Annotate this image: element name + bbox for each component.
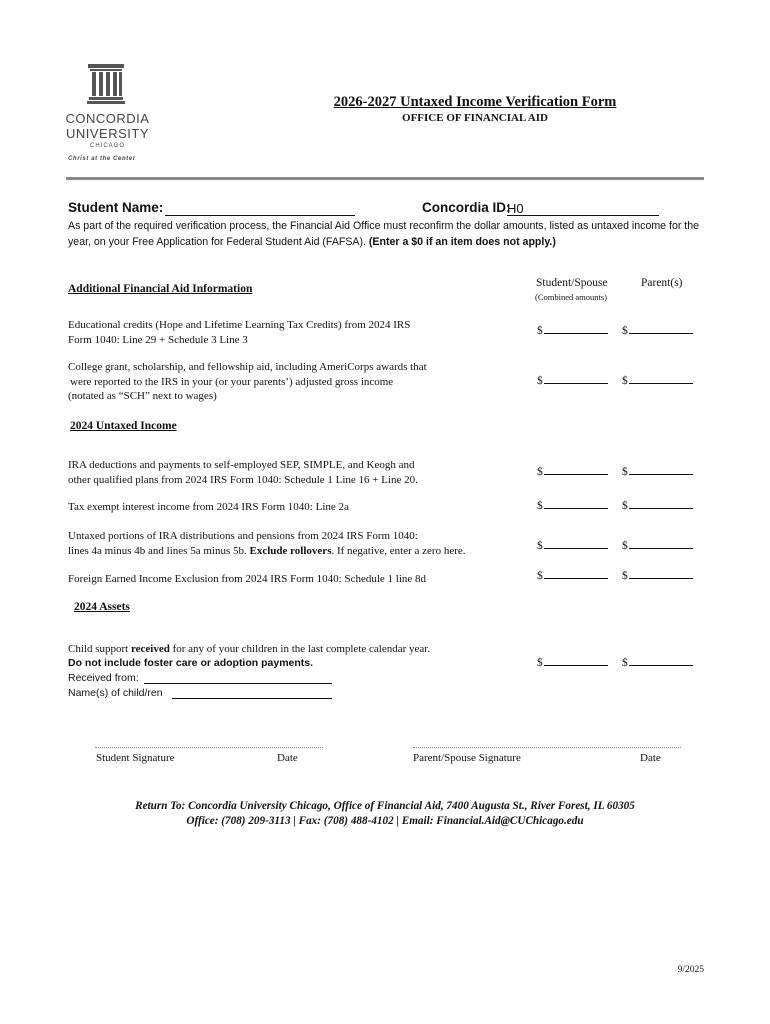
student-name-label: Student Name: [68, 200, 164, 215]
dollar-sign: $ [622, 540, 628, 552]
concordia-id-prefix: H0 [507, 201, 524, 216]
building-columns-icon [86, 62, 126, 106]
row-text-line: Untaxed portions of IRA distributions and pensions from 2024 IRS Form 1040: [68, 530, 418, 542]
dollar-sign: $ [622, 657, 628, 669]
received-from-row [68, 672, 139, 684]
dollar-sign: $ [537, 466, 543, 478]
student-date-label: Date [277, 752, 298, 764]
parent-signature-label: Parent/Spouse Signature [413, 752, 521, 764]
received-from-field[interactable] [144, 673, 332, 684]
section-untaxed-income: 2024 Untaxed Income [70, 420, 177, 432]
row-tax-exempt: Tax exempt interest income from 2024 IRS Form 1040: Line 2a [68, 501, 349, 513]
row-college-grant [68, 360, 518, 404]
row-text-part: for any of your children in the last complete calendar year. [169, 643, 431, 655]
row-text-line [68, 544, 528, 559]
row-text-line: College grant, scholarship, and fellowship aid, including AmeriCorps awards that [68, 361, 427, 373]
section-additional-info: Additional Financial Aid Information [68, 283, 253, 295]
form-title: 2026-2027 Untaxed Income Verification Form [333, 94, 617, 110]
children-names-field[interactable] [172, 688, 332, 699]
row-foreign-income: Foreign Earned Income Exclusion from 2024 IRS Form 1040: Schedule 1 line 8d [68, 573, 427, 585]
contact-info: Office: (708) 209-3113 | Fax: (708) 488-4102 | Email: Financial.Aid@CUChicago.edu [186, 815, 584, 827]
row-text-part: lines 4a minus 4b and lines 5a minus 5b. [68, 544, 247, 557]
row-child-support [68, 642, 528, 657]
parent-date-label: Date [640, 752, 661, 764]
dollar-sign: $ [622, 325, 628, 337]
received-emphasis: received [130, 643, 170, 655]
dollar-sign: $ [537, 657, 543, 669]
dollar-sign: $ [622, 375, 628, 387]
logo-line-2: UNIVERSITY [65, 126, 149, 141]
college-grant-student-amount[interactable] [537, 373, 608, 387]
college-grant-parent-amount[interactable] [622, 373, 693, 387]
row-untaxed-ira [68, 529, 528, 558]
col-combined-note: (Combined amounts) [535, 292, 608, 302]
dollar-sign: $ [537, 540, 543, 552]
untaxed-ira-parent-amount[interactable] [622, 538, 693, 552]
received-from-label: Received from: [68, 672, 139, 684]
dollar-sign: $ [537, 325, 543, 337]
col-student-spouse: Student/Spouse [536, 277, 608, 289]
educational-credits-parent-amount[interactable] [622, 323, 693, 337]
header-divider [66, 177, 704, 180]
intro-instruction: (Enter a $0 if an item does not apply.) [368, 236, 556, 248]
row-text-part: Child support [68, 643, 131, 655]
children-names-row [68, 687, 163, 699]
row-educational-credits [68, 318, 518, 347]
educational-credits-student-amount[interactable] [537, 323, 608, 337]
dollar-sign: $ [622, 466, 628, 478]
child-support-parent-amount[interactable] [622, 655, 693, 669]
tax-exempt-student-amount[interactable] [537, 498, 608, 512]
student-signature-line[interactable] [95, 747, 323, 748]
return-address: Return To: Concordia University Chicago, Office of Financial Aid, 7400 Augusta St., River Forest, IL 60305 [135, 800, 635, 812]
row-text-line: were reported to the IRS in your (or your parents’) adjusted gross income [70, 375, 394, 388]
logo-tagline: Christ at the Center [68, 156, 136, 162]
office-name: OFFICE OF FINANCIAL AID [402, 112, 548, 124]
child-support-student-amount[interactable] [537, 655, 608, 669]
foreign-income-parent-amount[interactable] [622, 568, 693, 582]
col-parents: Parent(s) [641, 277, 683, 289]
dollar-sign: $ [537, 500, 543, 512]
dollar-sign: $ [537, 375, 543, 387]
dollar-sign: $ [537, 570, 543, 582]
untaxed-ira-student-amount[interactable] [537, 538, 608, 552]
no-foster-note: Do not include foster care or adoption payments. [68, 657, 314, 669]
row-text-line: Form 1040: Line 29 + Schedule 3 Line 3 [68, 333, 248, 346]
row-text-line: Educational credits (Hope and Lifetime Learning Tax Credits) from 2024 IRS [68, 319, 411, 331]
section-assets: 2024 Assets [74, 601, 130, 613]
form-version: 9/2025 [677, 965, 704, 975]
children-names-label: Name(s) of child/ren [68, 687, 163, 699]
logo-line-3: CHICAGO [89, 143, 125, 149]
ira-deductions-parent-amount[interactable] [622, 464, 693, 478]
student-name-field[interactable] [165, 201, 355, 216]
concordia-id-field[interactable] [507, 201, 659, 216]
row-ira-deductions [68, 458, 518, 487]
parent-signature-line[interactable] [413, 747, 681, 748]
intro-text [68, 218, 708, 250]
row-text-line: (notated as “SCH” next to wages) [68, 390, 217, 402]
row-text-line: IRA deductions and payments to self-employed SEP, SIMPLE, and Keogh and [68, 459, 415, 471]
student-signature-label: Student Signature [96, 752, 175, 764]
concordia-id-label: Concordia ID: [422, 200, 511, 215]
exclude-rollovers: Exclude rollovers [249, 544, 332, 557]
foreign-income-student-amount[interactable] [537, 568, 608, 582]
dollar-sign: $ [622, 500, 628, 512]
ira-deductions-student-amount[interactable] [537, 464, 608, 478]
dollar-sign: $ [622, 570, 628, 582]
tax-exempt-parent-amount[interactable] [622, 498, 693, 512]
row-text-part: . If negative, enter a zero here. [331, 544, 466, 557]
logo-line-1: CONCORDIA [65, 111, 150, 126]
intro-body: As part of the required verification process, the Financial Aid Office must reconfirm the dollar amounts, listed as untaxed income for the year, on your Free Application for Federal Student Aid (FAFSA). [68, 220, 700, 248]
concordia-logo [60, 62, 155, 172]
row-text-line: other qualified plans from 2024 IRS Form 1040: Schedule 1 Line 16 + Line 20. [68, 473, 418, 486]
